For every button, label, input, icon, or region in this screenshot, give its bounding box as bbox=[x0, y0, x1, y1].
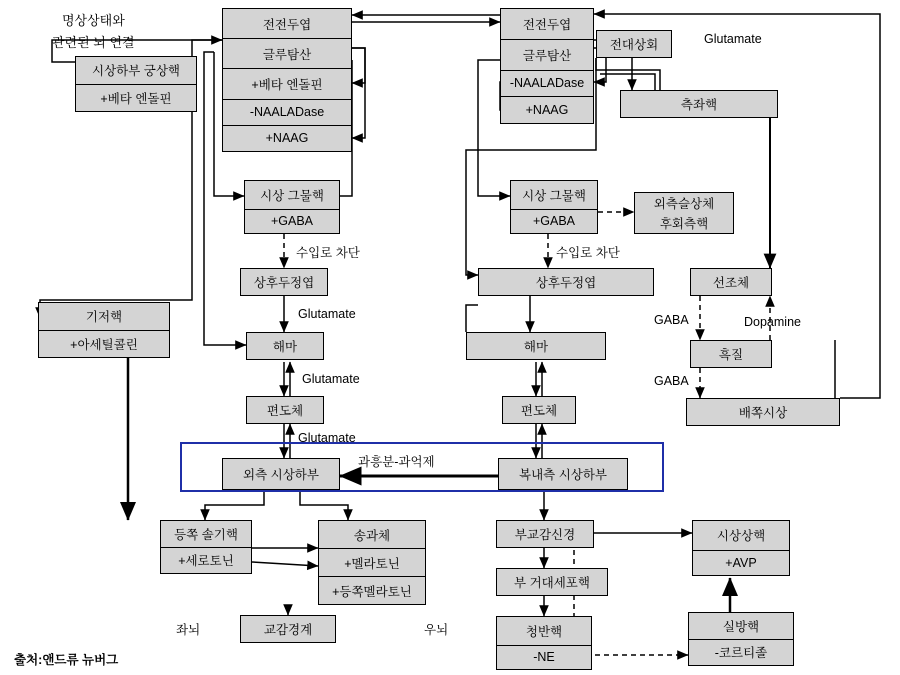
node-cell: 송과체 bbox=[353, 528, 391, 543]
node-cell: +NAAG bbox=[501, 96, 593, 123]
node-cell: 시상 그물핵 bbox=[260, 188, 324, 203]
node-cell: -코르티졸 bbox=[689, 639, 793, 666]
diagram-title-note-line1: 명상상태와 bbox=[62, 13, 125, 28]
node-hippocampus-right[interactable] bbox=[466, 332, 606, 360]
node-cell: 전전두엽 bbox=[262, 17, 312, 32]
node-dorsal-raphe[interactable] bbox=[160, 520, 252, 574]
edge-label-dopamine: Dopamine bbox=[744, 315, 801, 329]
node-amygdala-left[interactable] bbox=[246, 396, 324, 424]
node-cell: 시상상핵 bbox=[716, 529, 766, 544]
source-credit: 출처:앤드류 뉴버그 bbox=[14, 653, 119, 667]
node-nucleus-accumbens[interactable] bbox=[620, 90, 778, 118]
node-cell: +세로토닌 bbox=[161, 547, 251, 574]
node-prefrontal-left[interactable] bbox=[222, 8, 352, 152]
node-cell: 전전두엽 bbox=[522, 17, 572, 32]
node-basal-ganglia[interactable] bbox=[38, 302, 170, 358]
node-cell: 외측 시상하부 bbox=[243, 468, 319, 482]
node-cell: -NE bbox=[497, 645, 591, 670]
edge-label-gaba-striatum: GABA bbox=[654, 313, 689, 327]
node-cell: 흑질 bbox=[718, 348, 744, 362]
node-cell: +등쪽멜라토닌 bbox=[319, 576, 425, 604]
node-striatum[interactable] bbox=[690, 268, 772, 296]
node-hippocampus-left[interactable] bbox=[246, 332, 324, 360]
node-pineal[interactable] bbox=[318, 520, 426, 605]
edge-label-glutamate-parietal: Glutamate bbox=[298, 307, 356, 321]
node-gigantocellular[interactable] bbox=[496, 568, 608, 596]
node-cell: 부 거대세포핵 bbox=[514, 576, 590, 590]
node-superior-parietal-left[interactable] bbox=[240, 268, 328, 296]
node-cell: 선조체 bbox=[712, 276, 750, 290]
node-cell: 해마 bbox=[523, 340, 549, 354]
node-cell: 외측슬상체 bbox=[653, 197, 715, 211]
node-lateral-hypothalamus[interactable] bbox=[222, 458, 340, 490]
node-cell: 시상하부 궁상핵 bbox=[92, 64, 180, 79]
node-cell: +AVP bbox=[693, 550, 789, 576]
node-amygdala-right[interactable] bbox=[502, 396, 576, 424]
node-cell: 기저핵 bbox=[85, 310, 123, 325]
node-paraventricular[interactable] bbox=[688, 612, 794, 666]
node-cell: 해마 bbox=[272, 340, 298, 354]
diagram-title-note-line2: 관련된 뇌 연결 bbox=[52, 35, 135, 50]
node-cell: 등쪽 솔기핵 bbox=[174, 527, 238, 542]
node-cell: 실방핵 bbox=[722, 619, 760, 634]
edge-label-afferent-block-left: 수입로 차단 bbox=[296, 246, 360, 260]
node-ventral-thalamus[interactable] bbox=[686, 398, 840, 426]
node-cell: 교감경계 bbox=[263, 623, 313, 637]
node-prefrontal-right[interactable] bbox=[500, 8, 594, 124]
node-ventromedial-hypothalamus[interactable] bbox=[498, 458, 628, 490]
node-cell: 부교감신경 bbox=[514, 528, 576, 542]
node-sympathetic[interactable] bbox=[240, 615, 336, 643]
node-cell: 글루탐산 bbox=[501, 39, 593, 70]
node-cell: 글루탐산 bbox=[223, 38, 351, 68]
node-hypothalamic-arcuate[interactable] bbox=[75, 56, 197, 112]
node-cell: +NAAG bbox=[223, 125, 351, 151]
node-cell: 시상 그물핵 bbox=[522, 188, 586, 203]
node-cell: 측좌핵 bbox=[680, 98, 718, 112]
edge-label-gaba-nigra: GABA bbox=[654, 374, 689, 388]
node-locus-coeruleus[interactable] bbox=[496, 616, 592, 670]
hemisphere-label-left: 좌뇌 bbox=[176, 623, 201, 637]
node-cell: +GABA bbox=[245, 209, 339, 234]
edge-label-hyper-hypo: 과흥분-과억제 bbox=[358, 455, 435, 469]
node-lateral-geniculate[interactable] bbox=[634, 192, 734, 234]
node-thalamic-reticular-right[interactable] bbox=[510, 180, 598, 234]
hemisphere-label-right: 우뇌 bbox=[424, 623, 449, 637]
edge-label-afferent-block-right: 수입로 차단 bbox=[556, 246, 620, 260]
edge-label-glutamate-hippocampus: Glutamate bbox=[302, 372, 360, 386]
node-cell: 상후두정엽 bbox=[535, 276, 597, 290]
node-cell: 상후두정엽 bbox=[253, 276, 315, 290]
node-thalamic-reticular-left[interactable] bbox=[244, 180, 340, 234]
node-cell: 후회측핵 bbox=[659, 217, 709, 231]
node-cell: +아세틸콜린 bbox=[39, 330, 169, 358]
node-cell: +베타 엔돌핀 bbox=[223, 68, 351, 98]
node-cell: -NAALADase bbox=[223, 99, 351, 125]
node-suprachiasmatic[interactable] bbox=[692, 520, 790, 576]
node-superior-parietal-right[interactable] bbox=[478, 268, 654, 296]
edge-label-glutamate-amygdala: Glutamate bbox=[298, 431, 356, 445]
node-cell: +베타 엔돌핀 bbox=[76, 84, 196, 112]
edge-label-glutamate-top: Glutamate bbox=[704, 32, 762, 46]
node-cell: 배쪽시상 bbox=[738, 406, 788, 420]
node-cell: 전대상회 bbox=[609, 38, 659, 52]
node-cell: +멜라토닌 bbox=[319, 548, 425, 576]
node-substantia-nigra[interactable] bbox=[690, 340, 772, 368]
node-cell: +GABA bbox=[511, 209, 597, 234]
node-cell: 청반핵 bbox=[525, 624, 563, 639]
node-parasympathetic[interactable] bbox=[496, 520, 594, 548]
node-cell: -NAALADase bbox=[501, 70, 593, 97]
node-anterior-cingulate[interactable] bbox=[596, 30, 672, 58]
node-cell: 편도체 bbox=[266, 404, 304, 418]
node-cell: 복내측 시상하부 bbox=[519, 468, 607, 482]
node-cell: 편도체 bbox=[520, 404, 558, 418]
